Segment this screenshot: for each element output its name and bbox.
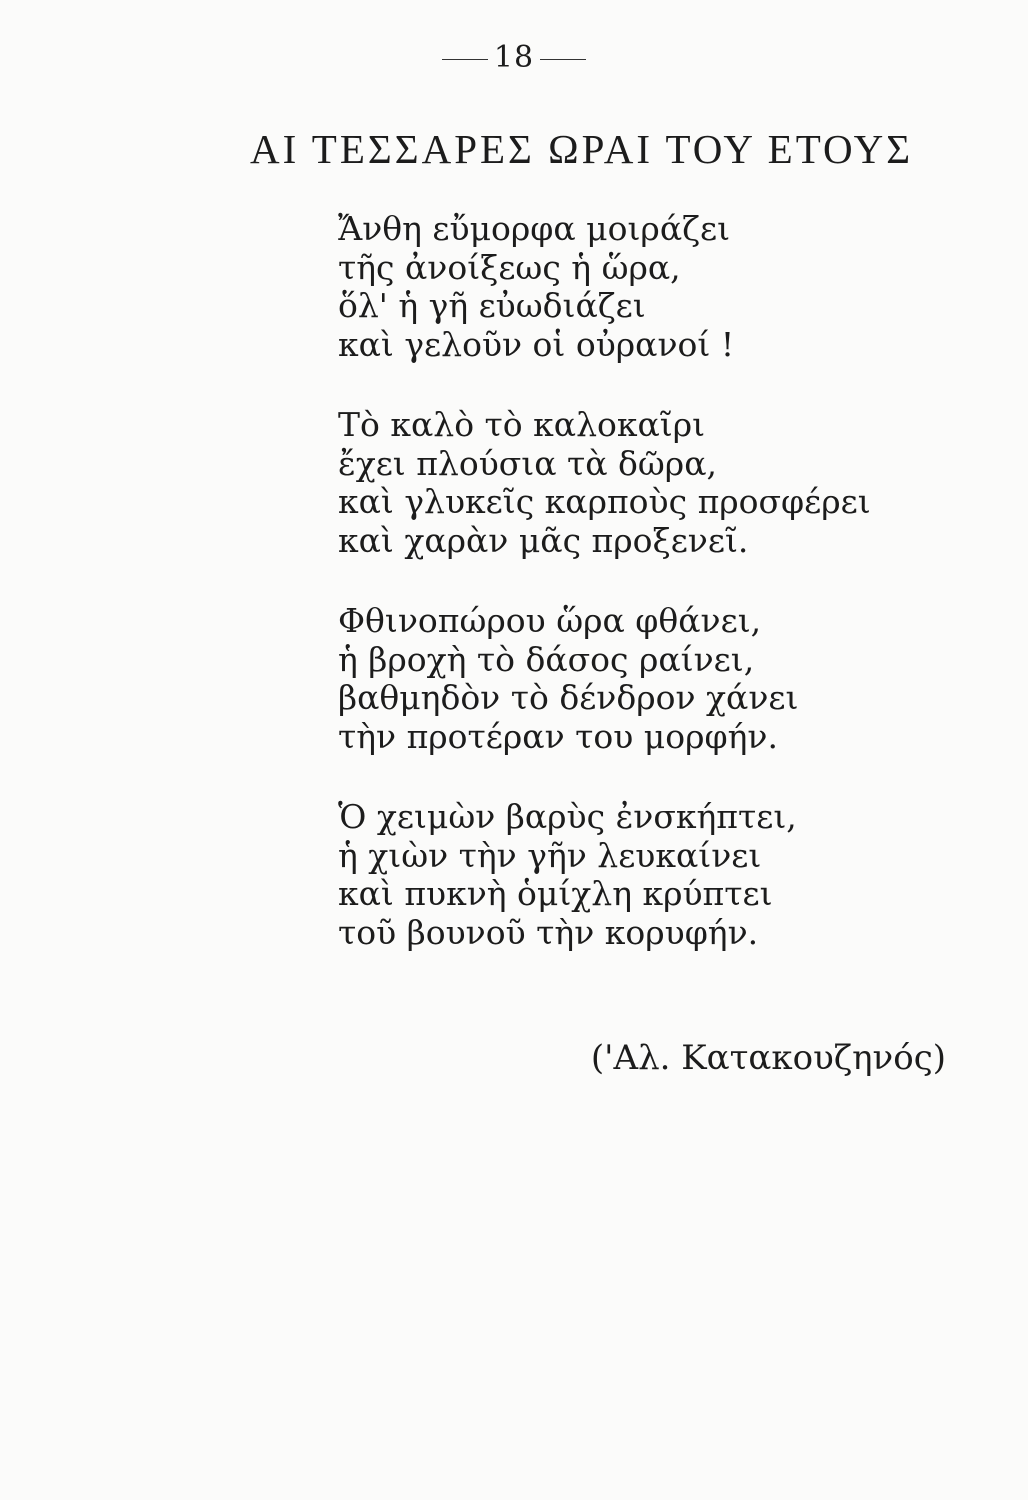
page-number-value: 18 (493, 40, 535, 75)
page-number (0, 40, 1028, 75)
poem-line: τὴν προτέραν του μορφήν. (338, 716, 778, 756)
stanza-spring (338, 210, 898, 364)
stanza-winter (338, 798, 898, 952)
poem-line: Ὁ χειμὼν βαρὺς ἐνσκήπτει, (338, 797, 797, 836)
poem-line: ὅλ' ἡ γῆ εὐωδιάζει (338, 286, 646, 325)
poem-line: ἔχει πλούσια τὰ δῶρα, (338, 443, 717, 483)
poem-line: Ἄνθη εὔμορφα μοιράζει (338, 209, 731, 248)
page-number-dash-right (540, 59, 586, 60)
poem-line: καὶ γελοῦν οἱ οὐρανοί ! (338, 324, 735, 364)
stanza-summer (338, 406, 898, 560)
page-number-dash-left (442, 59, 488, 60)
poem-line: βαθμηδὸν τὸ δένδρον χάνει (338, 678, 799, 717)
poem-line: Φθινοπώρου ὥρα φθάνει, (338, 601, 762, 640)
poem-line: τῆς ἀνοίξεως ἡ ὥρα, (338, 247, 681, 287)
poem-line: τοῦ βουνοῦ τὴν κορυφήν. (338, 912, 759, 952)
poem-line: ἡ βροχὴ τὸ δάσος ραίνει, (338, 639, 755, 679)
poem-line: καὶ γλυκεῖς καρποὺς προσφέρει (338, 482, 871, 521)
poem-author: ('Αλ. Κατακουζηνός) (590, 1038, 946, 1078)
stanza-autumn (338, 602, 898, 756)
poem-title: ΑΙ ΤΕΣΣΑΡΕΣ ΩΡΑΙ ΤΟΥ ΕΤΟΥΣ (250, 126, 914, 172)
poem-line: καὶ πυκνὴ ὁμίχλη κρύπτει (338, 874, 773, 913)
poem-line: ἡ χιὼν τὴν γῆν λευκαίνει (338, 835, 762, 875)
poem-body (338, 210, 898, 994)
poem-line: Τὸ καλὸ τὸ καλοκαῖρι (338, 405, 706, 444)
poem-line: καὶ χαρὰν μᾶς προξενεῖ. (338, 520, 749, 560)
